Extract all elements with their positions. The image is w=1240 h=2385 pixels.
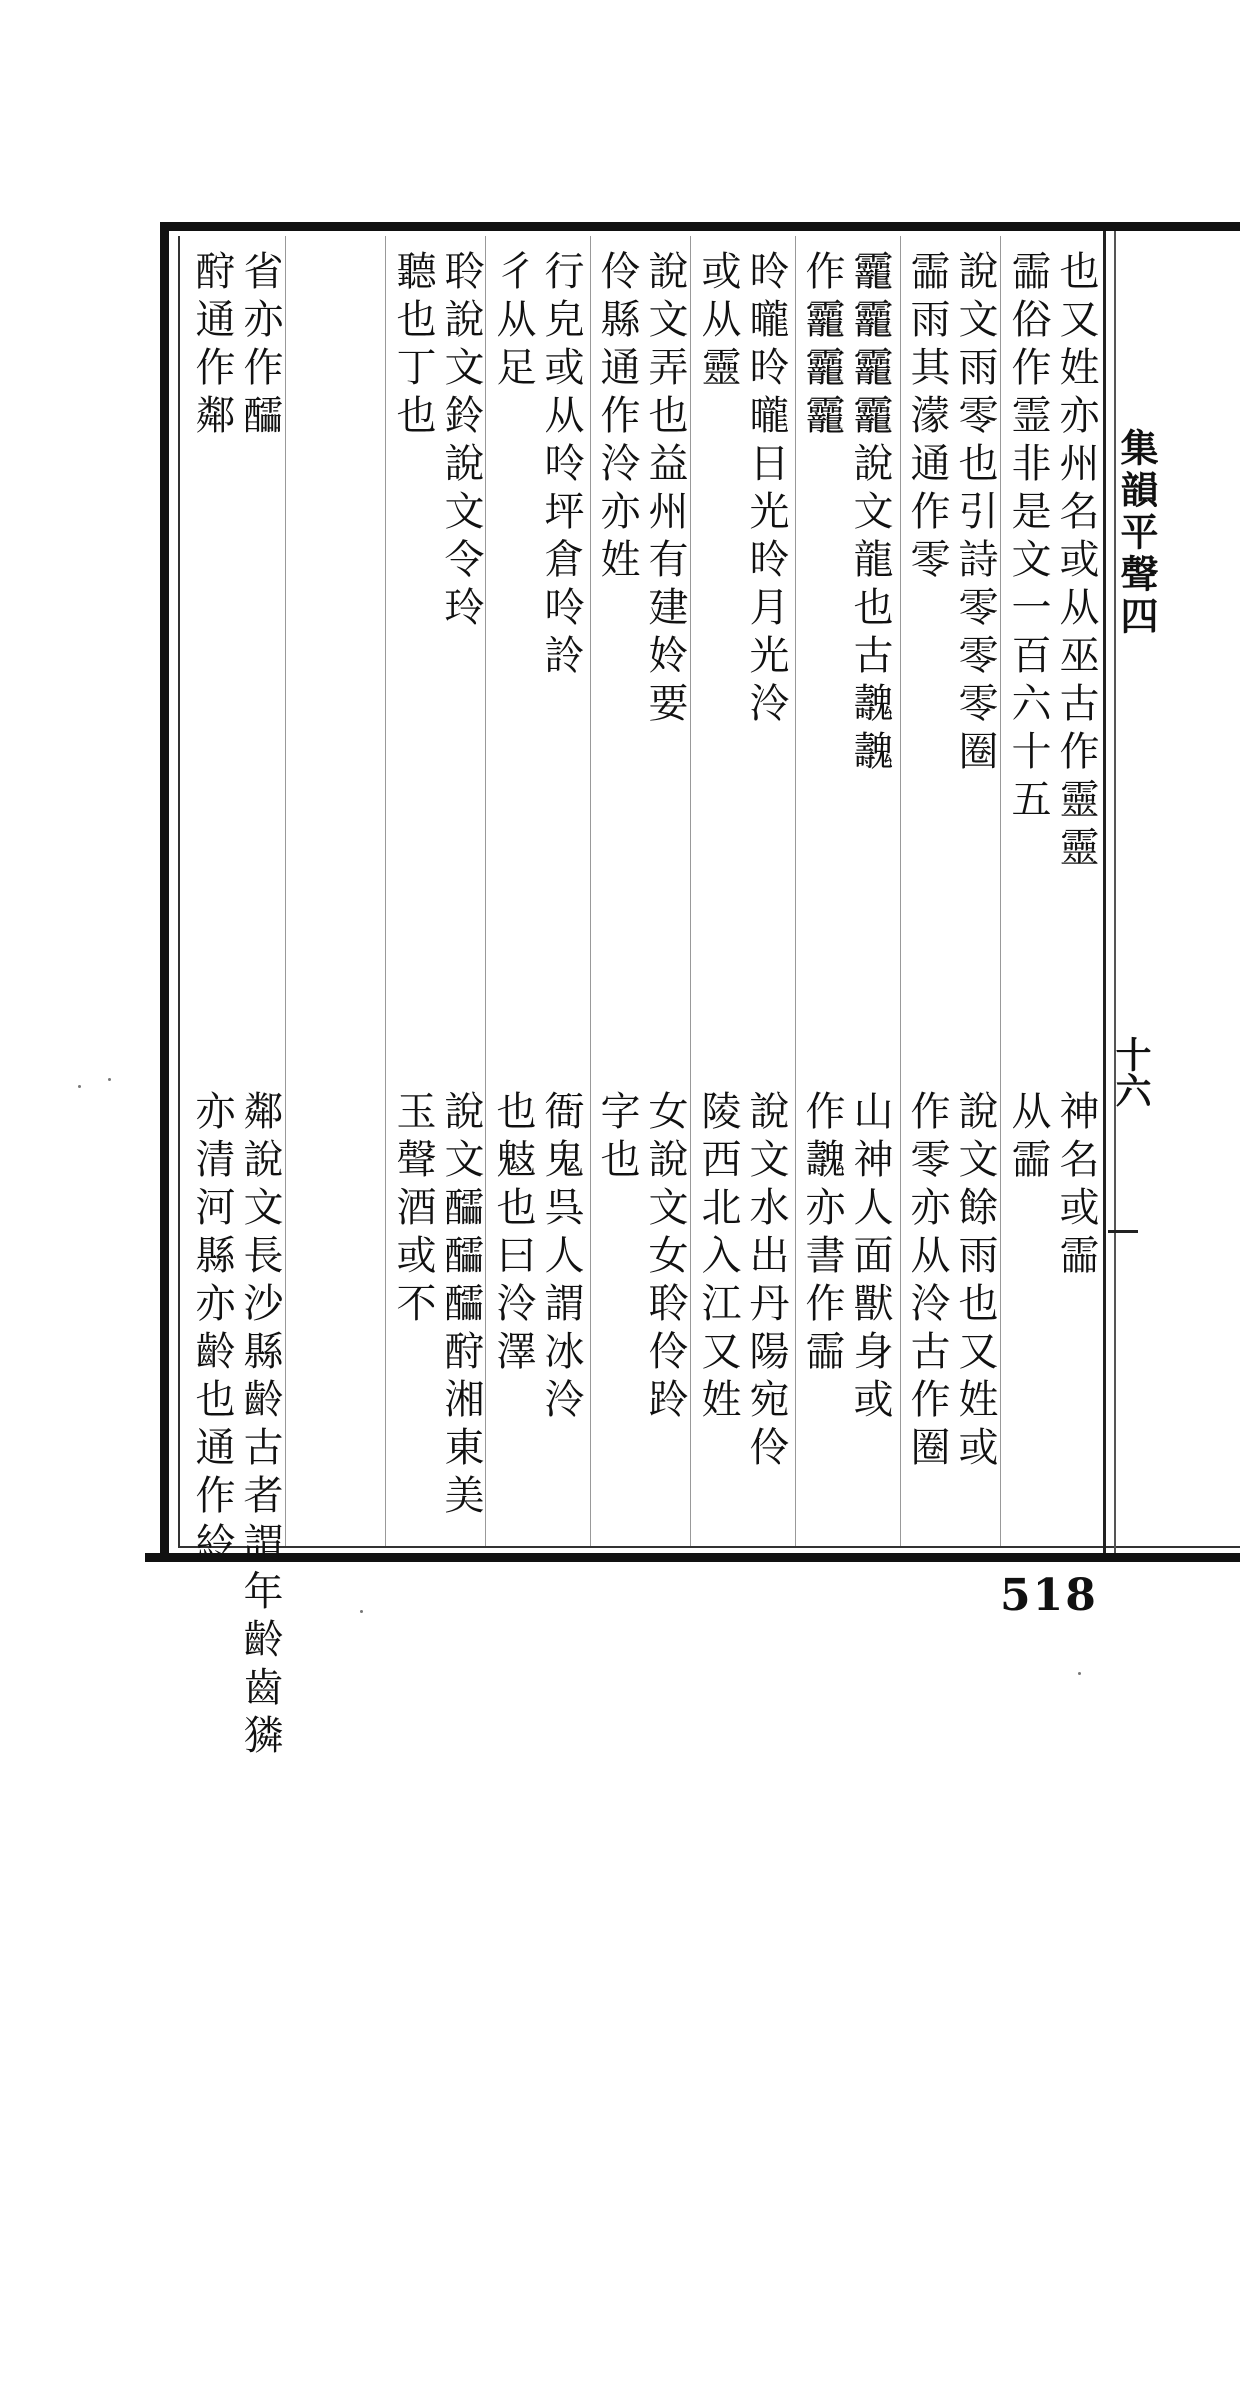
text-column-8-lower xyxy=(188,1090,284,1762)
column-rule xyxy=(1000,236,1001,1546)
column-4-left-line: 或从靈 xyxy=(695,250,741,394)
column-4-lower-right-line: 說文水出丹陽宛伶 xyxy=(743,1090,789,1474)
margin-leaf-number: 十六 xyxy=(1110,1036,1152,1108)
column-2-lower-left-line: 作零亦从泠古作圈 xyxy=(904,1090,950,1474)
column-rule xyxy=(285,236,286,1546)
column-rule xyxy=(485,236,486,1546)
text-column-2-lower xyxy=(903,1090,999,1540)
text-column-1 xyxy=(1004,250,1100,1070)
column-8-left-line: 酧通作鄰 xyxy=(189,250,235,442)
column-8-lower-right-line: 鄰說文長沙縣齡古者謂年齡齒獜 xyxy=(237,1090,283,1762)
frame-left-border xyxy=(160,222,169,1561)
text-column-6 xyxy=(489,250,585,1070)
frame-top-border xyxy=(160,222,1240,231)
page-number: 518 xyxy=(1000,1570,1098,1621)
text-column-3-lower xyxy=(798,1090,894,1540)
column-1-left-line: 霝俗作霊非是文一百六十五 xyxy=(1005,250,1051,826)
column-1-lower-right-line: 神名或霝 xyxy=(1053,1090,1099,1282)
column-rule xyxy=(900,236,901,1546)
column-8-right-line: 省亦作醽 xyxy=(237,250,283,442)
text-column-3 xyxy=(798,250,894,1070)
column-7-right-line: 聆說文鈴說文令玲 xyxy=(438,250,484,634)
text-column-4 xyxy=(694,250,790,1070)
text-column-6-lower xyxy=(489,1090,585,1540)
column-3-right-line: 龗龗龗龗說文龍也古魗魗 xyxy=(847,250,893,778)
text-column-1-lower xyxy=(1004,1090,1100,1540)
column-3-left-line: 作龗龗龗 xyxy=(799,250,845,442)
text-column-8 xyxy=(188,250,284,1070)
scan-speck xyxy=(1078,1672,1081,1675)
scan-speck xyxy=(360,1610,363,1613)
text-column-4-lower xyxy=(694,1090,790,1540)
column-rule xyxy=(795,236,796,1546)
column-2-lower-right-line: 說文餘雨也又姓或 xyxy=(952,1090,998,1474)
column-rule xyxy=(690,236,691,1546)
column-8-lower-left-line: 亦清河縣亦齡也通作紷 xyxy=(189,1090,235,1570)
column-1-lower-left-line: 从霝 xyxy=(1005,1090,1051,1186)
column-rule xyxy=(590,236,591,1546)
column-3-lower-right-line: 山神人面獸身或 xyxy=(847,1090,893,1426)
column-3-lower-left-line: 作魗亦書作霝 xyxy=(799,1090,845,1378)
scan-speck xyxy=(78,1085,81,1088)
column-6-lower-right-line: 衙鬼呉人謂冰泠 xyxy=(538,1090,584,1426)
column-4-lower-left-line: 陵西北入江又姓 xyxy=(695,1090,741,1426)
text-column-2 xyxy=(903,250,999,1070)
column-6-right-line: 行皃或从呤坪倉呤詅 xyxy=(538,250,584,682)
column-7-left-line: 聽也丁也 xyxy=(390,250,436,442)
margin-band-line xyxy=(1103,231,1106,1553)
text-column-5 xyxy=(593,250,689,1070)
text-column-7 xyxy=(389,250,485,1070)
margin-tick-mark xyxy=(1108,1230,1138,1233)
column-6-left-line: 彳从足 xyxy=(490,250,536,394)
column-4-right-line: 昤曨昤曨日光昤月光泠 xyxy=(743,250,789,730)
column-5-right-line: 說文弄也益州有建姈要 xyxy=(642,250,688,730)
column-7-lower-right-line: 說文醽醽醽酧湘東美 xyxy=(438,1090,484,1522)
column-5-lower-right-line: 女說文女聆伶跉 xyxy=(642,1090,688,1426)
column-2-left-line: 霝雨其濛通作零 xyxy=(904,250,950,586)
column-rule xyxy=(385,236,386,1546)
column-6-lower-left-line: 也鬾也曰泠澤 xyxy=(490,1090,536,1378)
column-5-left-line: 伶縣通作泠亦姓 xyxy=(594,250,640,586)
scan-speck xyxy=(108,1078,111,1081)
column-2-right-line: 說文雨零也引詩零零零圈 xyxy=(952,250,998,778)
text-column-7-lower xyxy=(389,1090,485,1540)
margin-book-title: 集韻平聲四 xyxy=(1114,428,1159,638)
column-7-lower-left-line: 玉聲酒或不 xyxy=(390,1090,436,1330)
column-5-lower-left-line: 字也 xyxy=(594,1090,640,1186)
column-1-right-line: 也又姓亦州名或从巫古作靈靈 xyxy=(1053,250,1099,874)
frame-inner-left-border xyxy=(178,236,180,1546)
text-column-5-lower xyxy=(593,1090,689,1540)
